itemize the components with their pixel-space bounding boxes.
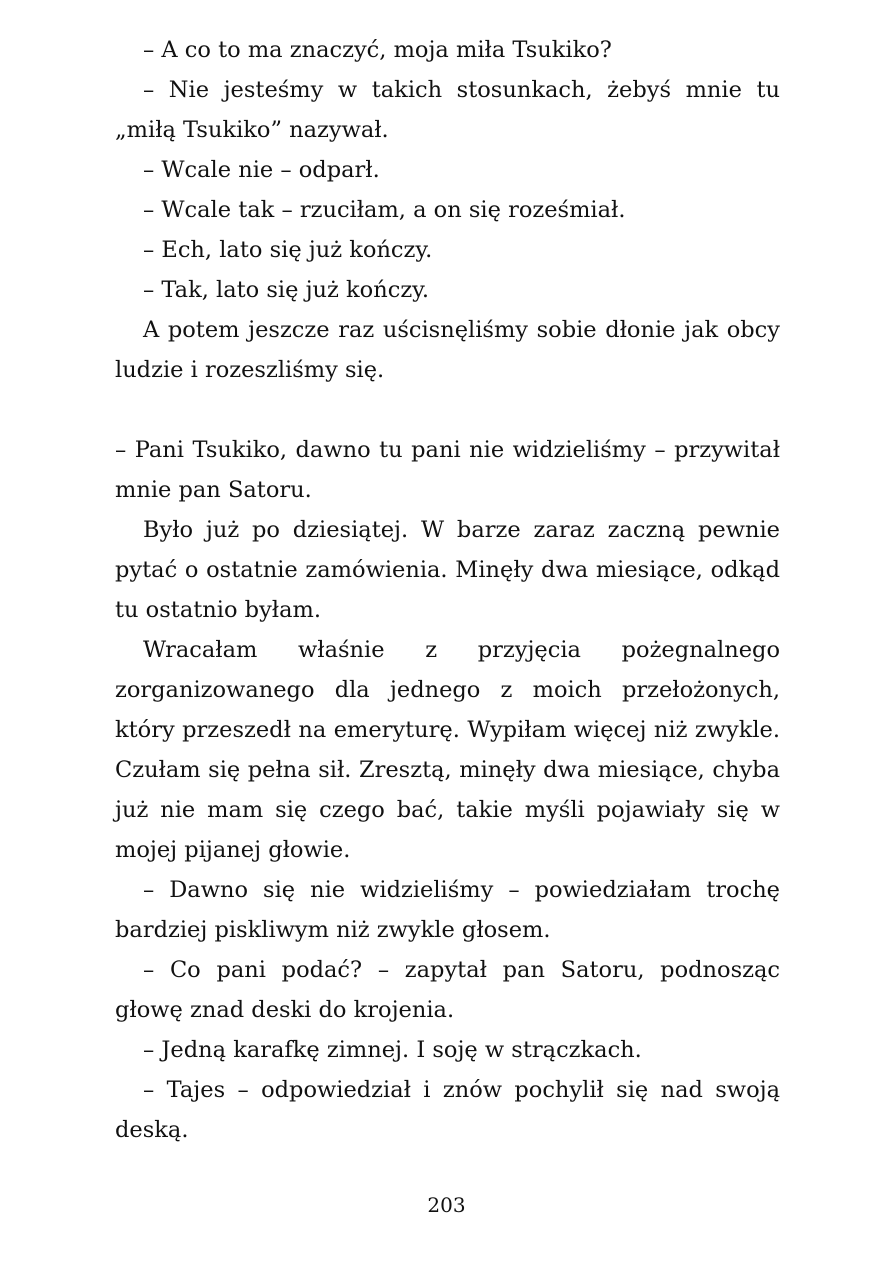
paragraph: – Wcale nie – odparł. [143,157,380,183]
paragraph: – Dawno się nie widzieliśmy – powiedziałam trochę bardziej piskliwym niż zwykle głosem. [115,877,780,943]
page-number: 203 [427,1193,466,1217]
paragraph: – Tak, lato się już kończy. [143,277,430,303]
paragraph-section-start: – Pani Tsukiko, dawno tu pani nie widzieliśmy – przywitał mnie pan Satoru. [115,437,780,503]
paragraph: – Tajes – odpowiedział i znów pochylił się nad swoją deską. [115,1077,780,1143]
paragraph: – Nie jesteśmy w takich stosunkach, żebyś mnie tu „miłą Tsukiko” nazywał. [115,77,780,143]
paragraph: – Ech, lato się już kończy. [143,237,433,263]
paragraph: – Co pani podać? – zapytał pan Satoru, podnosząc głowę znad deski do krojenia. [115,957,780,1023]
paragraph: Wracałam właśnie z przyjęcia pożegnalnego zorganizowanego dla jednego z moich przełożonych, który przeszedł na emeryturę. Wypiłam więcej niż zwykle. Czułam się pełna sił. Zresztą, minęły dwa miesiące, chyba już nie mam się czego bać, takie myśli pojawiały się w mojej pijanej głowie. [115,637,780,863]
paragraph: A potem jeszcze raz uścisnęliśmy sobie dłonie jak obcy ludzie i rozeszliśmy się. [115,317,780,383]
paragraph: – A co to ma znaczyć, moja miła Tsukiko? [143,37,612,63]
book-page-text [115,30,780,1150]
paragraph: – Wcale tak – rzuciłam, a on się roześmiał. [143,197,626,223]
paragraph: – Jedną karafkę zimnej. I soję w strączkach. [143,1037,642,1063]
paragraph: Było już po dziesiątej. W barze zaraz zaczną pewnie pytać o ostatnie zamówienia. Minęły dwa miesiące, odkąd tu ostatnio byłam. [115,517,780,623]
